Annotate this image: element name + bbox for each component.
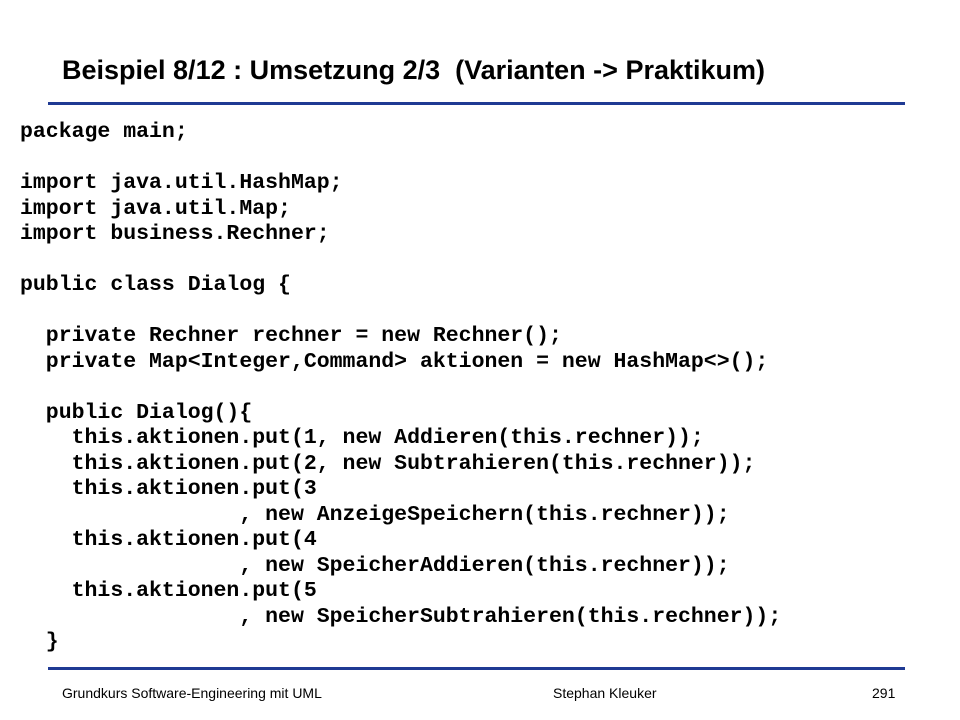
code-line <box>20 248 781 274</box>
footer-divider <box>48 667 905 670</box>
code-line: } <box>20 630 59 654</box>
code-line: , new SpeicherSubtrahieren(this.rechner)); <box>20 604 782 629</box>
code-line: import business.Rechner; <box>20 222 330 246</box>
code-line: package main; <box>20 120 188 144</box>
code-block <box>20 120 781 656</box>
footer-author: Stephan Kleuker <box>553 685 657 701</box>
code-line: this.aktionen.put(5 <box>20 579 317 603</box>
code-line: private Rechner rechner = new Rechner(); <box>20 324 562 348</box>
code-line: import java.util.HashMap; <box>20 171 343 195</box>
page-number: 291 <box>872 685 896 701</box>
code-line: , new SpeicherAddieren(this.rechner)); <box>20 553 730 578</box>
footer-course: Grundkurs Software-Engineering mit UML <box>62 685 322 701</box>
code-line <box>20 146 781 172</box>
code-line: this.aktionen.put(2, new Subtrahieren(this.rechner)); <box>20 451 756 476</box>
slide-title: Beispiel 8/12 : Umsetzung 2/3 (Varianten -> Praktikum) <box>62 55 765 85</box>
title-divider <box>48 102 905 105</box>
code-line: public class Dialog { <box>20 273 291 297</box>
code-line: this.aktionen.put(3 <box>20 477 317 501</box>
code-line <box>20 375 781 401</box>
code-line: private Map<Integer,Command> aktionen = new HashMap<>(); <box>20 349 769 374</box>
code-line: this.aktionen.put(1, new Addieren(this.rechner)); <box>20 426 704 450</box>
code-line: , new AnzeigeSpeichern(this.rechner)); <box>20 502 730 527</box>
code-line <box>20 299 781 325</box>
code-line: import java.util.Map; <box>20 196 291 221</box>
code-line: this.aktionen.put(4 <box>20 528 317 552</box>
code-line: public Dialog(){ <box>20 400 253 425</box>
